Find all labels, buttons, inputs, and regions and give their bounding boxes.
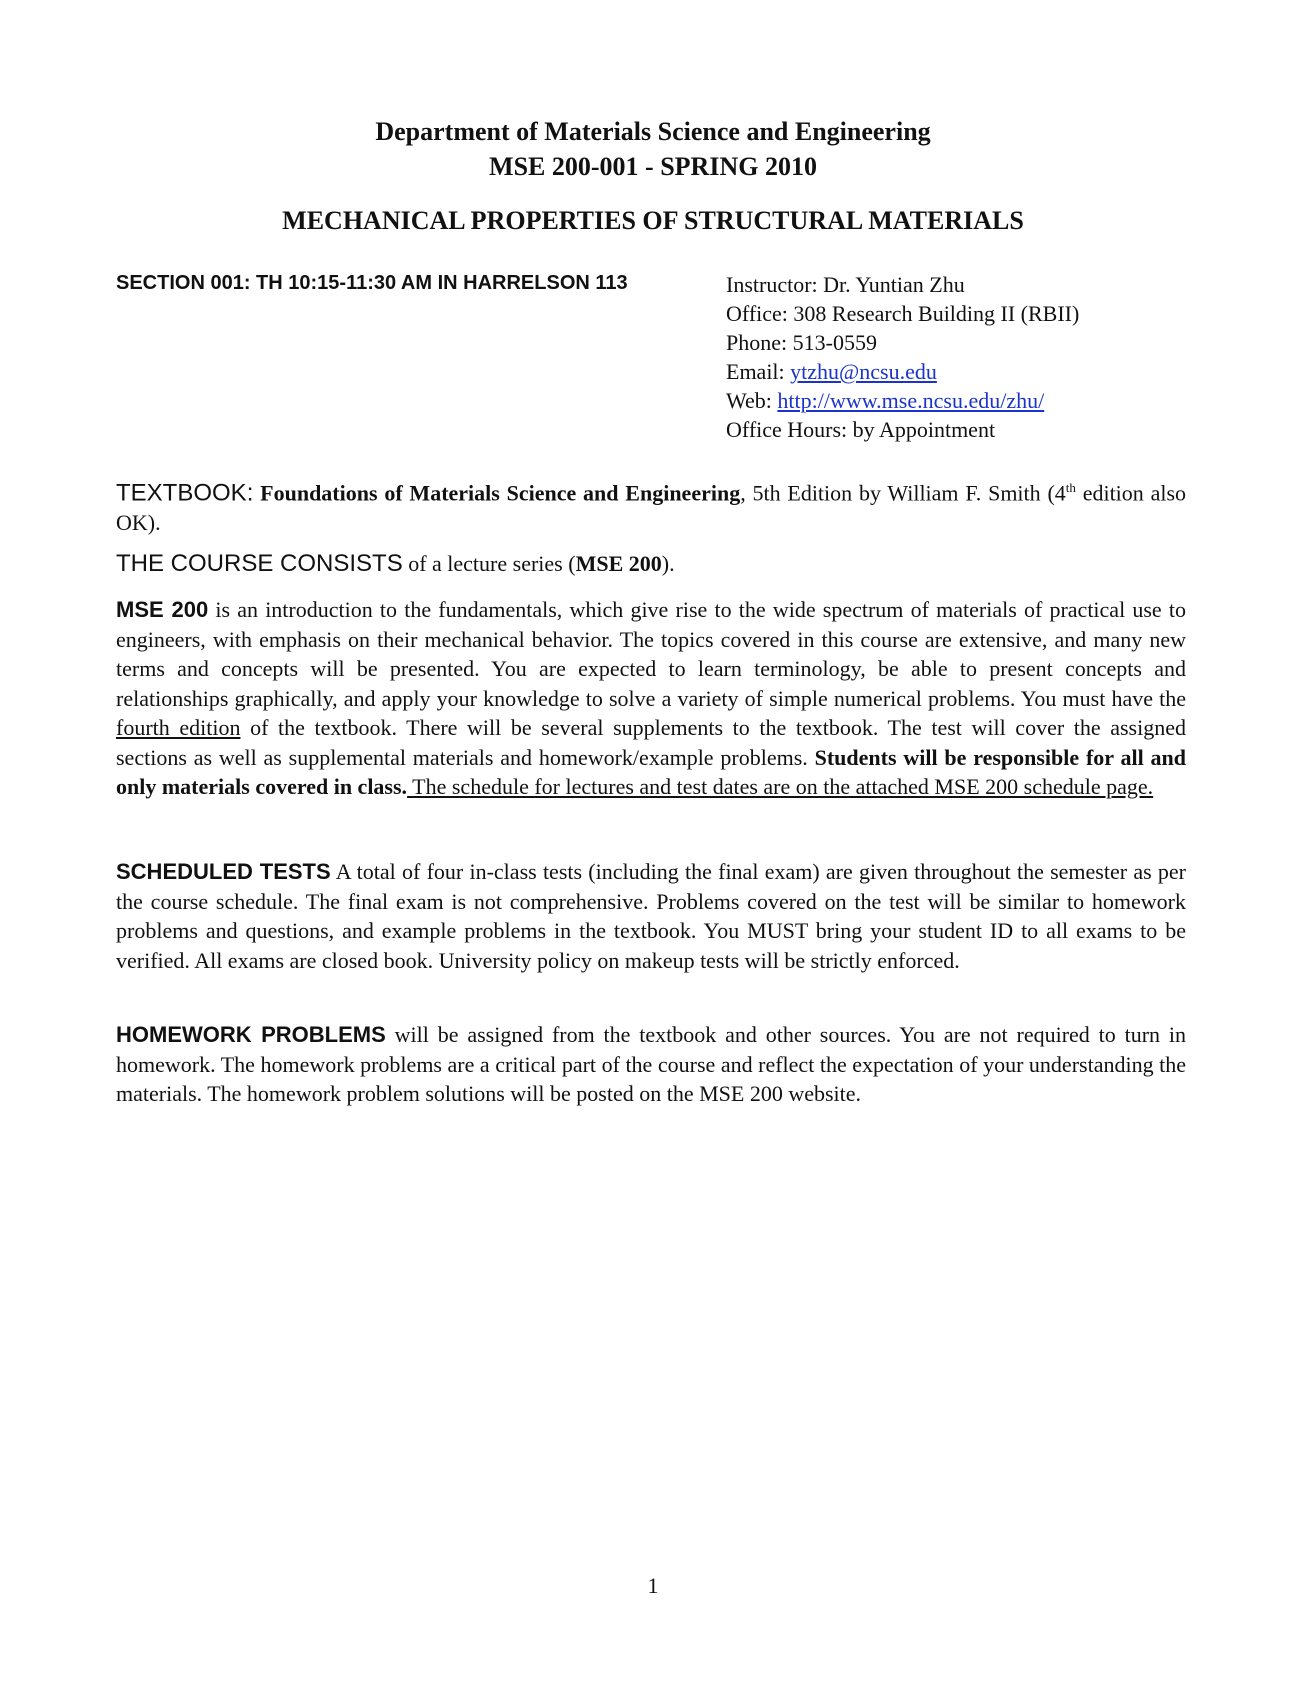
textbook-sup: th xyxy=(1065,480,1076,495)
textbook-tail: edition also OK). xyxy=(116,480,1187,535)
mse200-underline2: The schedule for lectures and test dates are on the attached MSE 200 schedule page. xyxy=(407,774,1154,799)
mse200-text1: is an introduction to the fundamentals, which give rise to the wide spectrum of materials of practical use to engineers, with emphasis on their mechanical behavior. The topics covered in this course are extensive, and many new terms and concepts will be presented. You are expected to learn terminology, be able to present concepts and relationships graphically, and apply your knowledge to solve a variety of simple numerical problems. You must have the xyxy=(116,597,1186,711)
homework-paragraph xyxy=(116,1020,1186,1109)
homework-text: will be assigned from the textbook and other sources. You are not required to turn in homework. The homework problems are a critical part of the course and reflect the expectation of your understanding the materials. The homework problem solutions will be posted on the MSE 200 website. xyxy=(116,1022,1186,1106)
course-title: MECHANICAL PROPERTIES OF STRUCTURAL MATERIALS xyxy=(282,206,1024,235)
consists-text: of a lecture series ( xyxy=(402,551,576,576)
consists-bold: MSE 200 xyxy=(575,551,662,576)
mse200-underline1: fourth edition xyxy=(116,715,241,740)
email-label: Email: xyxy=(726,359,791,384)
phone-line: Phone: 513-0559 xyxy=(726,330,877,355)
office-line: Office: 308 Research Building II (RBII) xyxy=(726,301,1080,326)
contact-block xyxy=(726,270,1079,444)
web-link[interactable]: http://www.mse.ncsu.edu/zhu/ xyxy=(777,388,1045,413)
tests-paragraph xyxy=(116,857,1186,975)
textbook-label: TEXTBOOK: xyxy=(116,479,254,507)
mse200-bold: Students will be responsible for all and only materials covered in class. xyxy=(116,744,1186,799)
homework-label: HOMEWORK PROBLEMS xyxy=(116,1022,386,1047)
mse200-paragraph xyxy=(116,595,1186,802)
textbook-title: Foundations of Materials Science and Engineering xyxy=(260,480,741,506)
section-info: SECTION 001: TH 10:15-11:30 AM IN HARRELSON 113 xyxy=(116,272,628,294)
email-line xyxy=(726,357,1079,386)
tests-label: SCHEDULED TESTS xyxy=(116,859,331,884)
course-heading: MSE 200-001 - SPRING 2010 xyxy=(489,152,817,181)
web-line xyxy=(726,386,1079,415)
email-link[interactable]: ytzhu@ncsu.edu xyxy=(790,359,937,384)
consists-end: ). xyxy=(661,551,675,576)
textbook-paragraph xyxy=(116,473,1186,537)
tests-text: A total of four in-class tests (including the final exam) are given throughout the semester as per the course schedule. The final exam is not comprehensive. Problems covered on the test will be similar to homework problems and questions, and example problems in the textbook. You MUST bring your student ID to all exams to be verified. All exams are closed book. University policy on makeup tests will be strictly enforced. xyxy=(116,859,1186,973)
department-heading: Department of Materials Science and Engineering xyxy=(375,117,931,146)
mse200-label: MSE 200 xyxy=(116,597,209,622)
textbook-rest: , 5th Edition by William F. Smith (4 xyxy=(740,480,1066,506)
office-hours-line: Office Hours: by Appointment xyxy=(726,417,996,442)
mse200-text2: of the textbook. There will be several supplements to the textbook. The test will cover the assigned sections as well as supplemental materials and homework/example problems. xyxy=(116,715,1186,770)
consists-label: THE COURSE CONSISTS xyxy=(116,550,403,577)
consists-paragraph xyxy=(116,549,1186,579)
page-number: 1 xyxy=(647,1573,659,1598)
web-label: Web: xyxy=(726,388,778,413)
instructor-line: Instructor: Dr. Yuntian Zhu xyxy=(726,272,965,297)
